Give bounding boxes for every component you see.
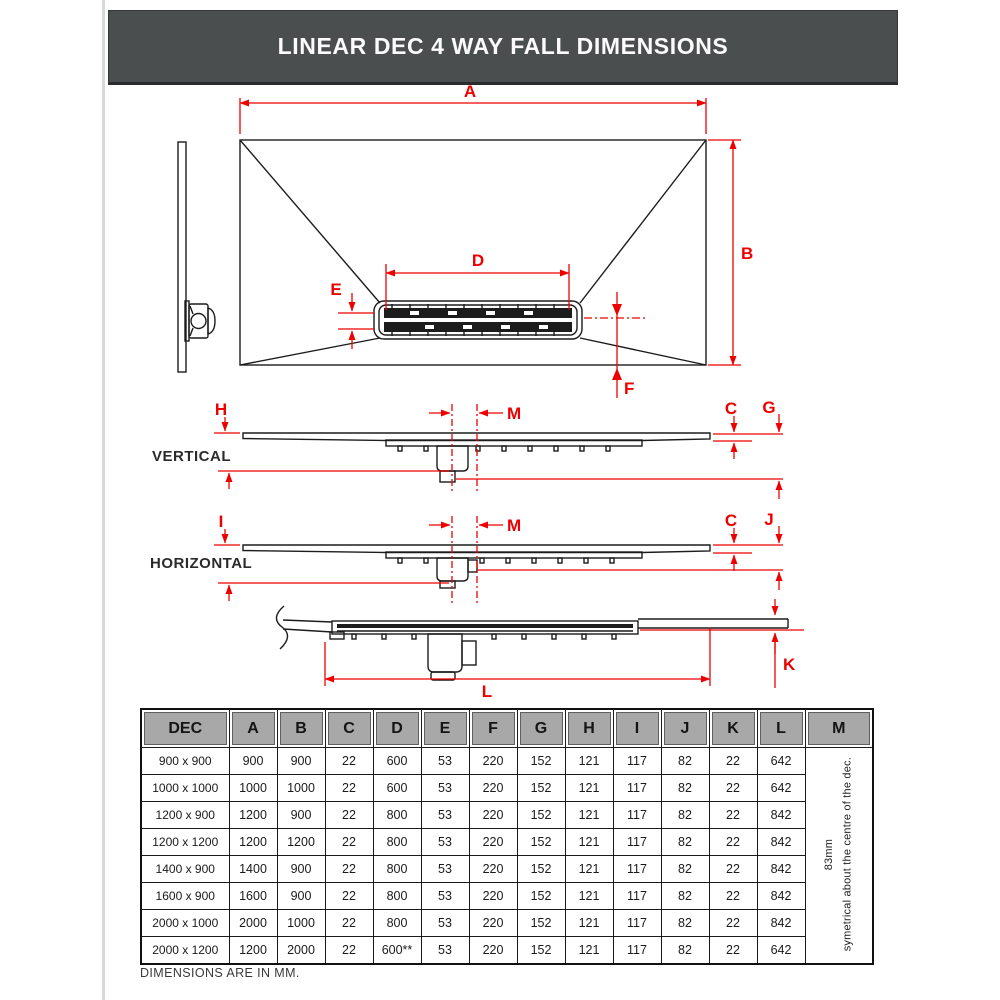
dim-value-cell: 22 xyxy=(709,910,757,937)
dim-value-cell: 2000 xyxy=(229,910,277,937)
dec-size-cell: 1200 x 1200 xyxy=(141,829,229,856)
dim-value-cell: 121 xyxy=(565,856,613,883)
dim-value-cell: 1000 xyxy=(229,775,277,802)
page-title: LINEAR DEC 4 WAY FALL DIMENSIONS xyxy=(277,33,729,59)
channel-detail-drawing xyxy=(276,606,788,680)
dim-value-cell: 22 xyxy=(325,802,373,829)
dim-value-cell: 22 xyxy=(709,775,757,802)
dim-value-cell: 117 xyxy=(613,910,661,937)
dec-size-cell: 1400 x 900 xyxy=(141,856,229,883)
side-profile-strip xyxy=(178,142,215,372)
horizontal-section-view xyxy=(150,510,783,604)
dim-value-cell: 82 xyxy=(661,910,709,937)
dim-value-cell: 2000 xyxy=(277,937,325,964)
column-header: H xyxy=(565,709,613,748)
vertical-section-view xyxy=(152,398,783,499)
dim-k xyxy=(640,599,804,688)
dim-value-cell: 121 xyxy=(565,802,613,829)
dim-value-cell: 900 xyxy=(277,748,325,775)
dim-value-cell: 152 xyxy=(517,748,565,775)
dim-value-cell: 22 xyxy=(325,856,373,883)
dim-value-cell: 22 xyxy=(709,829,757,856)
table-header-row xyxy=(141,709,873,748)
dim-value-cell: 1000 xyxy=(277,775,325,802)
dim-value-cell: 117 xyxy=(613,883,661,910)
trap-outlet xyxy=(440,471,455,482)
dim-value-cell: 121 xyxy=(565,883,613,910)
column-header: L xyxy=(757,709,805,748)
channel-detail-view xyxy=(276,599,804,701)
dim-value-cell: 900 xyxy=(277,856,325,883)
table-row xyxy=(141,748,873,775)
dim-value-cell: 642 xyxy=(757,748,805,775)
dim-value-cell: 152 xyxy=(517,829,565,856)
column-header: K xyxy=(709,709,757,748)
dim-value-cell: 900 xyxy=(277,883,325,910)
dim-value-cell: 82 xyxy=(661,937,709,964)
dim-value-cell: 22 xyxy=(325,748,373,775)
table-row xyxy=(141,802,873,829)
column-header: J xyxy=(661,709,709,748)
dim-value-cell: 220 xyxy=(469,748,517,775)
dim-label-f: F xyxy=(624,379,635,398)
m-note-line1: 83mm xyxy=(823,838,836,870)
dim-value-cell: 152 xyxy=(517,802,565,829)
dim-value-cell: 117 xyxy=(613,937,661,964)
column-header-dec: DEC xyxy=(141,709,229,748)
dim-value-cell: 220 xyxy=(469,775,517,802)
dim-value-cell: 152 xyxy=(517,856,565,883)
break-line xyxy=(276,606,287,649)
channel-clips xyxy=(352,634,616,639)
channel-clips xyxy=(398,558,614,563)
dim-value-cell: 220 xyxy=(469,829,517,856)
dim-a xyxy=(240,82,706,134)
dim-value-cell: 22 xyxy=(709,883,757,910)
dim-value-cell: 842 xyxy=(757,829,805,856)
dim-value-cell: 53 xyxy=(421,775,469,802)
dim-value-cell: 900 xyxy=(229,748,277,775)
dim-value-cell: 642 xyxy=(757,775,805,802)
table-row xyxy=(141,775,873,802)
dim-value-cell: 117 xyxy=(613,802,661,829)
dim-label-b: B xyxy=(741,244,754,263)
drain-trap xyxy=(428,634,462,672)
dec-size-cell: 2000 x 1200 xyxy=(141,937,229,964)
dim-value-cell: 121 xyxy=(565,829,613,856)
trap-lip xyxy=(440,581,455,588)
dim-value-cell: 117 xyxy=(613,775,661,802)
dim-value-cell: 82 xyxy=(661,748,709,775)
dim-value-cell: 800 xyxy=(373,910,421,937)
m-note-text xyxy=(820,757,857,951)
dim-value-cell: 117 xyxy=(613,829,661,856)
dim-value-cell: 22 xyxy=(325,883,373,910)
dim-value-cell: 22 xyxy=(709,748,757,775)
dim-value-cell: 600 xyxy=(373,775,421,802)
table-row xyxy=(141,883,873,910)
channel-clips xyxy=(398,446,610,451)
dim-value-cell: 22 xyxy=(709,856,757,883)
dim-value-cell: 53 xyxy=(421,910,469,937)
dimensions-footnote: DIMENSIONS ARE IN MM. xyxy=(140,966,300,980)
dim-value-cell: 53 xyxy=(421,856,469,883)
column-header: G xyxy=(517,709,565,748)
dim-h xyxy=(214,400,449,489)
dim-label-i: I xyxy=(218,512,224,531)
dim-value-cell: 1200 xyxy=(229,829,277,856)
waste-outlet-fitting xyxy=(185,301,215,341)
dim-b xyxy=(708,140,753,365)
column-header: C xyxy=(325,709,373,748)
dim-value-cell: 220 xyxy=(469,802,517,829)
dim-value-cell: 842 xyxy=(757,802,805,829)
dec-size-cell: 1200 x 900 xyxy=(141,802,229,829)
column-header: E xyxy=(421,709,469,748)
table-row xyxy=(141,937,873,964)
dim-value-cell: 121 xyxy=(565,775,613,802)
dim-label-j: J xyxy=(764,510,774,529)
dim-value-cell: 1200 xyxy=(277,829,325,856)
dim-value-cell: 220 xyxy=(469,937,517,964)
dim-value-cell: 1000 xyxy=(277,910,325,937)
table-row xyxy=(141,856,873,883)
dim-value-cell: 82 xyxy=(661,802,709,829)
dim-value-cell: 1200 xyxy=(229,937,277,964)
dim-value-cell: 22 xyxy=(325,937,373,964)
dim-label-a: A xyxy=(463,82,477,101)
dim-value-cell: 152 xyxy=(517,910,565,937)
dim-value-cell: 53 xyxy=(421,802,469,829)
dim-value-cell: 121 xyxy=(565,748,613,775)
dim-value-cell: 642 xyxy=(757,937,805,964)
dim-value-cell: 1400 xyxy=(229,856,277,883)
dim-value-cell: 22 xyxy=(325,775,373,802)
dim-value-cell: 842 xyxy=(757,883,805,910)
dim-value-cell: 800 xyxy=(373,829,421,856)
dim-value-cell: 900 xyxy=(277,802,325,829)
dim-value-cell: 22 xyxy=(325,829,373,856)
dim-value-cell: 53 xyxy=(421,883,469,910)
dim-label-m: M xyxy=(507,404,522,423)
dim-value-cell: 22 xyxy=(709,802,757,829)
dim-value-cell: 800 xyxy=(373,856,421,883)
dec-size-cell: 2000 x 1000 xyxy=(141,910,229,937)
dim-value-cell: 82 xyxy=(661,775,709,802)
dim-value-cell: 82 xyxy=(661,829,709,856)
dim-value-cell: 117 xyxy=(613,856,661,883)
dim-label-c: C xyxy=(724,399,738,418)
column-header: B xyxy=(277,709,325,748)
dim-value-cell: 152 xyxy=(517,883,565,910)
dim-label-k: K xyxy=(783,655,796,674)
dim-value-cell: 121 xyxy=(565,910,613,937)
table-row xyxy=(141,910,873,937)
dim-e xyxy=(330,280,374,349)
dim-value-cell: 842 xyxy=(757,856,805,883)
column-header: F xyxy=(469,709,517,748)
plan-view xyxy=(178,82,753,398)
dim-value-cell: 600** xyxy=(373,937,421,964)
column-header: D xyxy=(373,709,421,748)
dim-value-cell: 53 xyxy=(421,829,469,856)
dim-value-cell: 800 xyxy=(373,883,421,910)
dec-size-cell: 1000 x 1000 xyxy=(141,775,229,802)
trap-side-body xyxy=(462,641,476,665)
column-header: M xyxy=(805,709,873,748)
dim-value-cell: 220 xyxy=(469,883,517,910)
trap-side-outlet xyxy=(468,560,477,572)
column-header: I xyxy=(613,709,661,748)
dim-value-cell: 22 xyxy=(709,937,757,964)
m-note-cell xyxy=(805,748,873,964)
dim-value-cell: 1200 xyxy=(229,802,277,829)
dec-size-cell: 900 x 900 xyxy=(141,748,229,775)
dim-value-cell: 22 xyxy=(325,910,373,937)
column-header: A xyxy=(229,709,277,748)
dim-value-cell: 152 xyxy=(517,937,565,964)
dim-value-cell: 152 xyxy=(517,775,565,802)
dim-label-g: G xyxy=(762,398,776,417)
dim-value-cell: 800 xyxy=(373,802,421,829)
dim-label-d: D xyxy=(471,251,485,270)
linear-drain-channel xyxy=(374,301,582,339)
dim-label-c: C xyxy=(724,511,738,530)
dim-value-cell: 82 xyxy=(661,883,709,910)
dim-label-l: L xyxy=(481,682,493,701)
dim-value-cell: 220 xyxy=(469,910,517,937)
dim-value-cell: 53 xyxy=(421,937,469,964)
dim-label-m: M xyxy=(507,516,522,535)
dim-value-cell: 117 xyxy=(613,748,661,775)
table-row xyxy=(141,829,873,856)
dim-value-cell: 121 xyxy=(565,937,613,964)
section-label-vertical: VERTICAL xyxy=(152,448,231,465)
dim-value-cell: 53 xyxy=(421,748,469,775)
m-note-line2: symetrical about the centre of the dec. xyxy=(841,756,854,951)
section-label-horizontal: HORIZONTAL xyxy=(150,555,253,572)
dim-label-e: E xyxy=(330,280,342,299)
dim-value-cell: 82 xyxy=(661,856,709,883)
dim-label-h: H xyxy=(214,400,228,419)
dim-value-cell: 220 xyxy=(469,856,517,883)
dec-size-cell: 1600 x 900 xyxy=(141,883,229,910)
dim-value-cell: 1600 xyxy=(229,883,277,910)
dim-value-cell: 842 xyxy=(757,910,805,937)
dim-value-cell: 600 xyxy=(373,748,421,775)
dimensions-table xyxy=(140,708,874,965)
